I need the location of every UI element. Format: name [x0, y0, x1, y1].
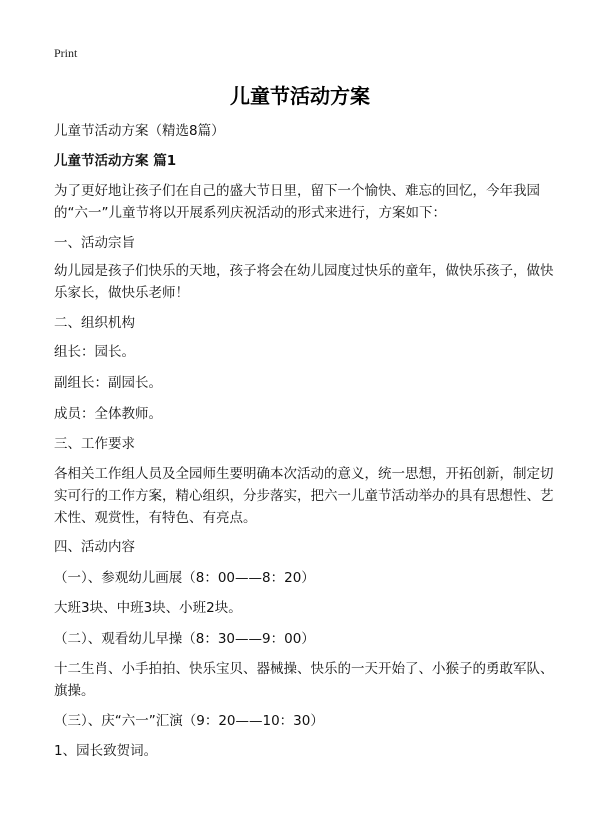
paragraph-speech: 1、园长致贺词。 — [54, 743, 158, 759]
document-title: 儿童节活动方案 — [230, 84, 370, 108]
paragraph-exercise-detail: 十二生肖、小手拍拍、快乐宝贝、器械操、快乐的一天开始了、小猴子的勇敢军队、旗操。 — [54, 661, 554, 699]
paragraph-leader: 组长：园长。 — [54, 344, 135, 360]
heading-requirements: 三、工作要求 — [54, 436, 135, 452]
paragraph-intro: 为了更好地让孩子们在自己的盛大节日里，留下一个愉快、难忘的回忆，今年我园的“六一”儿童节将以开展系列庆祝活动的形式来进行，方案如下： — [54, 183, 540, 221]
document-subtitle: 儿童节活动方案（精选8篇） — [54, 123, 225, 139]
heading-content: 四、活动内容 — [54, 539, 135, 555]
item-performance: （三）、庆“六一”汇演（9：20——10：30） — [54, 713, 324, 729]
paragraph-requirements: 各相关工作组人员及全园师生要明确本次活动的意义，统一思想，开拓创新，制定切实可行的工作方案，精心组织，分步落实，把六一儿童节活动举办的具有思想性、艺术性、观赏性，有特色、有亮点。 — [54, 466, 554, 526]
item-morning-exercise: （二）、观看幼儿早操（8：30——9：00） — [54, 631, 315, 647]
paragraph-deputy: 副组长：副园长。 — [54, 375, 162, 391]
paragraph-purpose: 幼儿园是孩子们快乐的天地，孩子将会在幼儿园度过快乐的童年，做快乐孩子，做快乐家长，做快乐老师！ — [54, 263, 554, 301]
item-art-exhibition: （一）、参观幼儿画展（8：00——8：20） — [54, 570, 315, 586]
print-label: Print — [54, 46, 78, 60]
section-heading: 儿童节活动方案 篇1 — [54, 153, 177, 169]
paragraph-members: 成员：全体教师。 — [54, 406, 162, 422]
paragraph-exhibition-detail: 大班3块、中班3块、小班2块。 — [54, 600, 242, 616]
heading-purpose: 一、活动宗旨 — [54, 235, 135, 251]
heading-organization: 二、组织机构 — [54, 315, 135, 331]
